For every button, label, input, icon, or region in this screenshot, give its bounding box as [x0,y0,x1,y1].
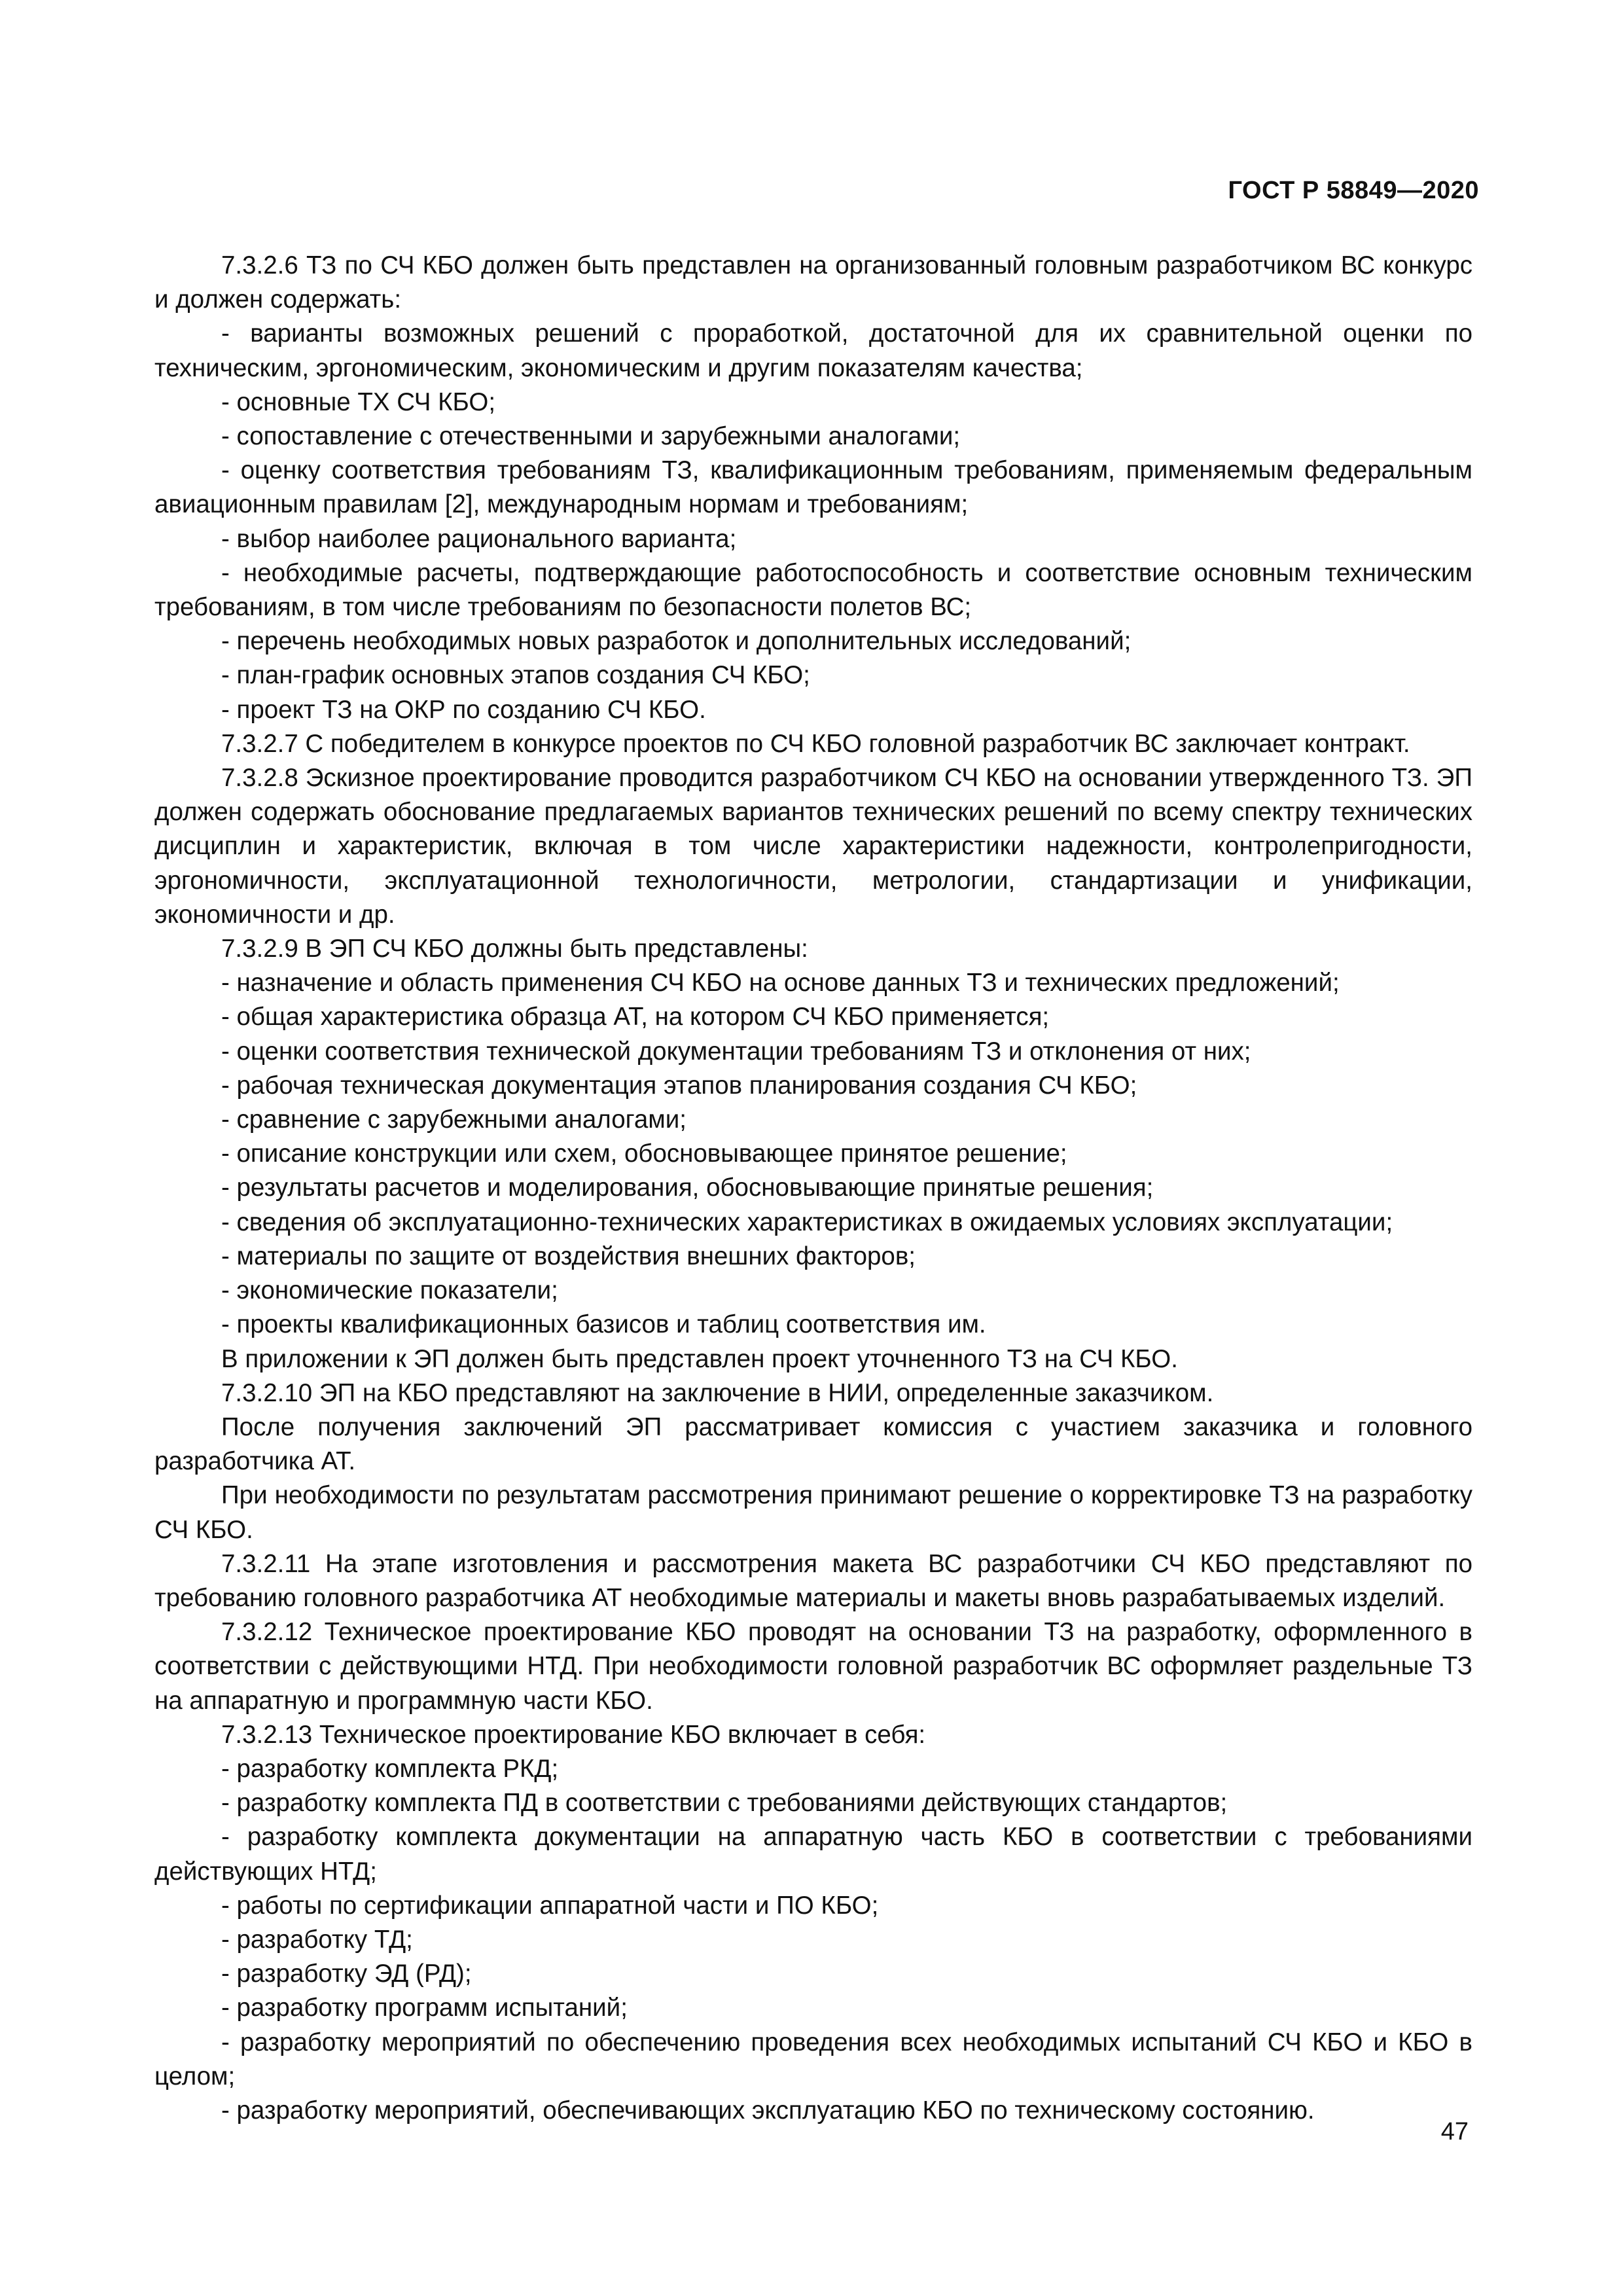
list-item: - общая характеристика образца АТ, на котором СЧ КБО применяется; [221,1003,1050,1031]
list-item: - работы по сертификации аппаратной части и ПО КБО; [221,1891,879,1920]
paragraph: 7.3.2.11 На этапе изготовления и рассмотрения макета ВС разработчики СЧ КБО представляют по требованию головного разработчика АТ необходимые материалы и макеты вновь разрабатываемых изделий. [154,1549,1472,1612]
list-item: - экономические показатели; [221,1276,558,1305]
paragraph: 7.3.2.10 ЭП на КБО представляют на заключение в НИИ, определенные заказчиком. [221,1378,1214,1407]
list-item: - результаты расчетов и моделирования, обосновывающие принятые решения; [221,1174,1154,1202]
list-item: - варианты возможных решений с проработкой, достаточной для их сравнительной оценки по техническим, эргономическим, экономическим и другим показателям качества; [154,319,1472,382]
list-item: - разработку ТД; [221,1925,413,1954]
paragraph: 7.3.2.8 Эскизное проектирование проводится разработчиком СЧ КБО на основании утвержденного ТЗ. ЭП должен содержать обоснование предлагаемых вариантов технических решений по всему спектру технических дисциплин и характеристик, включая в том числе характеристики надежности, контролепригодности, эргономичности, эксплуатационной технологичности, метрологии, стандартизации и унификации, экономичности и др. [154,764,1472,929]
list-item: - разработку комплекта РКД; [221,1754,559,1783]
list-item: - описание конструкции или схем, обосновывающее принятое решение; [221,1139,1067,1168]
document-body [154,249,1472,2128]
list-item: - разработку мероприятий по обеспечению проведения всех необходимых испытаний СЧ КБО и КБО в целом; [154,2028,1472,2090]
list-item: - оценку соответствия требованиям ТЗ, квалификационным требованиям, применяемым федеральным авиационным правилам [2], международным нормам и требованиям; [154,456,1472,519]
list-item: - разработку мероприятий, обеспечивающих эксплуатацию КБО по техническому состоянию. [221,2096,1315,2125]
list-item: - разработку комплекта ПД в соответствии с требованиями действующих стандартов; [221,1789,1228,1818]
list-item: - перечень необходимых новых разработок и дополнительных исследований; [221,627,1132,656]
list-item: - проекты квалификационных базисов и таблиц соответствия им. [221,1310,986,1339]
list-item: - сведения об эксплуатационно-технических характеристиках в ожидаемых условиях эксплуатации; [221,1208,1393,1236]
paragraph: В приложении к ЭП должен быть представлен проект уточненного ТЗ на СЧ КБО. [221,1344,1178,1373]
list-item: - оценки соответствия технической документации требованиям ТЗ и отклонения от них; [221,1037,1251,1066]
list-item: - разработку ЭД (РД); [221,1960,472,1988]
list-item: - план-график основных этапов создания СЧ КБО; [221,661,810,690]
paragraph: 7.3.2.7 С победителем в конкурсе проектов по СЧ КБО головной разработчик ВС заключает контракт. [221,729,1410,758]
list-item: - разработку программ испытаний; [221,1994,628,2022]
list-item: - материалы по защите от воздействия внешних факторов; [221,1242,916,1270]
paragraph: При необходимости по результатам рассмотрения принимают решение о корректировке ТЗ на разработку СЧ КБО. [154,1481,1472,1544]
list-item: - сравнение с зарубежными аналогами; [221,1105,687,1134]
paragraph: 7.3.2.13 Техническое проектирование КБО включает в себя: [221,1720,926,1749]
paragraph: 7.3.2.6 ТЗ по СЧ КБО должен быть представлен на организованный головным разработчиком ВС конкурс и должен содержать: [154,251,1472,314]
paragraph: После получения заключений ЭП рассматривает комиссия с участием заказчика и головного разработчика АТ. [154,1412,1472,1476]
list-item: - проект ТЗ на ОКР по созданию СЧ КБО. [221,695,706,724]
list-item: - выбор наиболее рационального варианта; [221,524,737,553]
list-item: - основные ТХ СЧ КБО; [221,387,496,416]
paragraph: 7.3.2.12 Техническое проектирование КБО проводят на основании ТЗ на разработку, оформленного в соответствии с действующими НТД. При необходимости головной разработчик ВС оформляет раздельные ТЗ на аппаратную и программную части КБО. [154,1618,1472,1715]
list-item: - рабочая техническая документация этапов планирования создания СЧ КБО; [221,1071,1137,1100]
document-code-header: ГОСТ Р 58849—2020 [1228,177,1479,204]
paragraph: 7.3.2.9 В ЭП СЧ КБО должны быть представлены: [221,935,808,963]
list-item: - разработку комплекта документации на аппаратную часть КБО в соответствии с требованиями действующих НТД; [154,1823,1472,1886]
list-item: - сопоставление с отечественными и зарубежными аналогами; [221,422,961,451]
list-item: - назначение и область применения СЧ КБО на основе данных ТЗ и технических предложений; [221,969,1340,997]
list-item: - необходимые расчеты, подтверждающие работоспособность и соответствие основным техническим требованиям, в том числе требованиям по безопасности полетов ВС; [154,558,1472,622]
page-number: 47 [1440,2118,1469,2145]
